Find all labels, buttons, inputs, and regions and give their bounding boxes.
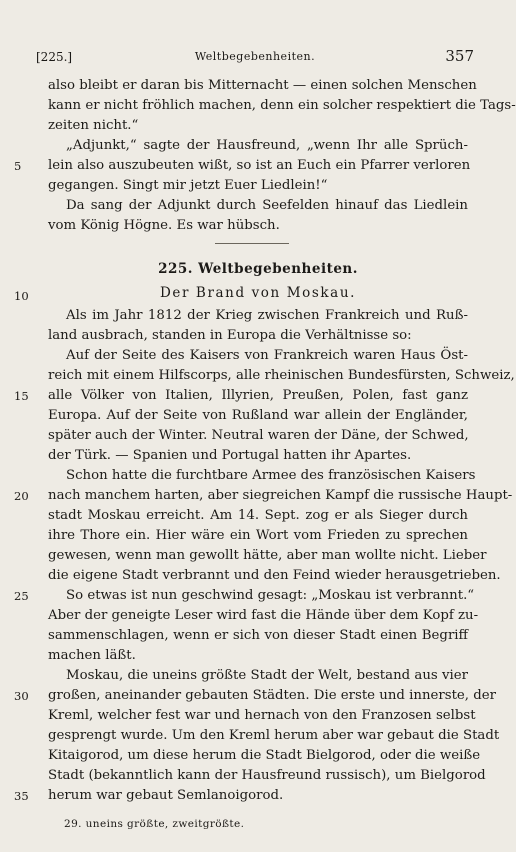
text-line: die eigene Stadt verbrannt und den Feind wieder herausgetrieben. [48,568,501,583]
text-line: herum war gebaut Semlanoigorod. [48,788,284,803]
text-line: nach manchem harten, aber siegreichen Kampf die russische Haupt- [48,488,513,503]
section-divider [215,243,289,244]
line-number: 25 [14,589,29,603]
text-line: lein also auszubeuten wißt, so ist an Euch ein Pfarrer verloren [48,158,471,173]
text-line: Europa. Auf der Seite von Rußland war allein der Engländer, [48,408,468,423]
text-line: Kitaigorod, um diese herum die Stadt Bielgorod, oder die weiße [48,748,481,763]
running-header [36,47,474,70]
page-number: 357 [445,47,474,65]
text-line: land ausbrach, standen in Europa die Verhältnisse so: [48,328,412,343]
line-number: 5 [14,159,22,173]
line-number: 35 [14,789,29,803]
text-line: alle Völker von Italien, Illyrien, Preußen, Polen, fast ganz [48,388,468,403]
text-line: reich mit einem Hilfscorps, alle rheinischen Bundesfürsten, Schweiz, [48,368,515,383]
text-line: also bleibt er daran bis Mitternacht — einen solchen Menschen [48,78,477,93]
text-line: Kreml, welcher fest war und hernach von den Franzosen selbst [48,708,476,723]
text-line: vom König Högne. Es war hübsch. [48,218,280,233]
text-line: Auf der Seite des Kaisers von Frankreich waren Haus Öst- [66,348,468,363]
section-title: 225. Weltbegebenheiten. [158,261,358,277]
line-number: 20 [14,489,29,503]
line-number: 30 [14,689,29,703]
footnote: 29. uneins größte, zweitgrößte. [64,818,245,830]
text-line: So etwas ist nun geschwind gesagt: „Moskau ist verbrannt.“ [66,588,475,603]
running-title: Weltbegebenheiten. [194,50,316,63]
text-line: Schon hatte die furchtbare Armee des französischen Kaisers [66,468,476,483]
text-line: der Türk. — Spanien und Portugal hatten ihr Apartes. [48,448,412,463]
text-line: stadt Moskau erreicht. Am 14. Sept. zog er als Sieger durch [48,508,468,523]
text-line: gesprengt wurde. Um den Kreml herum aber war gebaut die Stadt [48,728,500,743]
text-line: Da sang der Adjunkt durch Seefelden hinauf das Liedlein [66,198,468,213]
section-reference: [225.] [36,50,73,64]
text-line: machen läßt. [48,648,136,663]
text-line: kann er nicht fröhlich machen, denn ein solcher respektiert die Tags- [48,98,516,113]
line-number: 15 [14,389,29,403]
text-line: Als im Jahr 1812 der Krieg zwischen Frankreich und Ruß- [66,308,468,323]
line-number: 10 [14,289,29,303]
text-line: sammenschlagen, wenn er sich von dieser Stadt einen Begriff [48,628,468,643]
text-line: Stadt (bekanntlich kann der Hausfreund russisch), um Bielgorod [48,768,486,783]
text-line: gewesen, wenn man gewollt hätte, aber man wollte nicht. Lieber [48,548,487,563]
text-line: später auch der Winter. Neutral waren der Däne, der Schwed, [48,428,469,443]
section-subtitle: Der Brand von Moskau. [159,285,357,301]
text-line: „Adjunkt,“ sagte der Hausfreund, „wenn Ihr alle Sprüch- [66,138,468,153]
text-line: großen, aneinander gebauten Städten. Die erste und innerste, der [48,688,496,703]
text-line: gegangen. Singt mir jetzt Euer Liedlein!“ [48,178,328,193]
text-line: Aber der geneigte Leser wird fast die Hände über dem Kopf zu- [48,608,479,623]
text-line: Moskau, die uneins größte Stadt der Welt, bestand aus vier [66,668,468,683]
text-line: ihre Thore ein. Hier wäre ein Wort vom Frieden zu sprechen [48,528,468,543]
text-line: zeiten nicht.“ [48,118,139,133]
